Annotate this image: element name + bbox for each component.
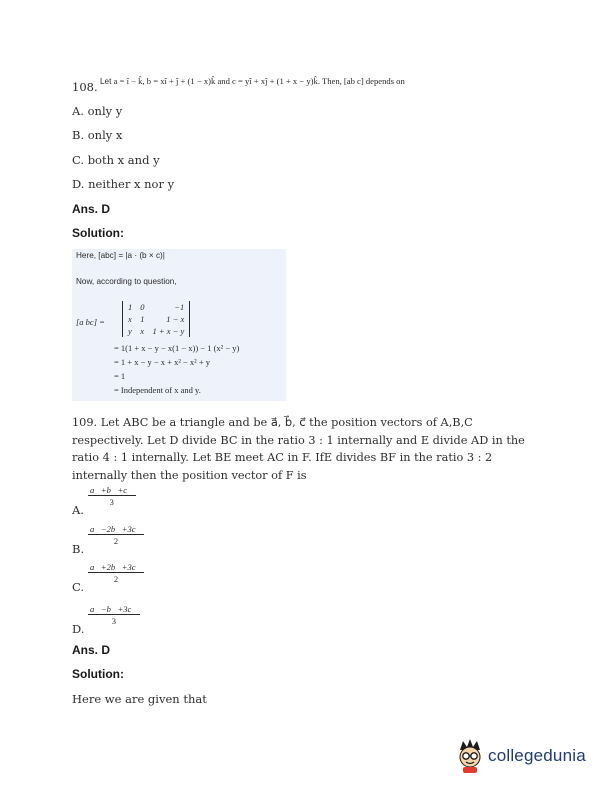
option-b-fraction bbox=[88, 524, 144, 546]
brand-name: collegedunia bbox=[488, 746, 586, 765]
solution-box-108 bbox=[72, 249, 286, 401]
option-a-fraction bbox=[88, 485, 136, 507]
matrix-cell: 1 bbox=[128, 302, 133, 312]
option-d-fraction bbox=[88, 604, 140, 626]
solution-line-1: Here, [abc] = |a · (b × c)| bbox=[76, 251, 165, 260]
question-108-number: 108. bbox=[72, 80, 98, 94]
solution-line-2: Now, according to question, bbox=[76, 277, 177, 286]
matrix-cell: 1 + x − y bbox=[152, 326, 185, 336]
question-108-stem-prefix: Let bbox=[100, 77, 112, 86]
matrix-cell: 0 bbox=[140, 302, 145, 312]
fraction-denominator: 2 bbox=[113, 536, 119, 546]
solution-step-2: = 1 + x − y − x + x² − x² + y bbox=[114, 357, 211, 367]
question-108-stem bbox=[100, 76, 540, 86]
determinant-lhs: [a bc] = bbox=[76, 317, 105, 327]
solution-step-4: = Independent of x and y. bbox=[114, 385, 201, 395]
matrix-cell: 1 bbox=[140, 314, 145, 324]
option-label: A. bbox=[72, 503, 84, 517]
answer-109: Ans. D bbox=[72, 643, 111, 657]
matrix-cell: x bbox=[128, 314, 132, 324]
determinant-matrix bbox=[122, 301, 190, 337]
fraction-numerator: a⃗+b⃗+c⃗ bbox=[90, 485, 134, 495]
matrix-cell: y bbox=[128, 326, 132, 336]
fraction-denominator: 3 bbox=[109, 497, 114, 507]
fraction-numerator: a⃗−b⃗+3c⃗ bbox=[90, 604, 138, 614]
option-label: C. bbox=[72, 580, 85, 594]
option-c-108: C. both x and y bbox=[72, 153, 160, 167]
brand-logo[interactable] bbox=[455, 738, 595, 774]
solution-label-108: Solution: bbox=[72, 226, 124, 240]
answer-108: Ans. D bbox=[72, 202, 111, 216]
solution-step-1: = 1(1 + x − y − x(1 − x)) − 1 (x² − y) bbox=[114, 343, 240, 353]
fraction-numerator: a⃗+2b⃗+3c⃗ bbox=[90, 562, 143, 572]
fraction-denominator: 3 bbox=[111, 616, 117, 626]
option-b-108: B. only x bbox=[72, 128, 123, 142]
fraction-denominator: 2 bbox=[113, 574, 119, 584]
fraction-numerator: a⃗−2b⃗+3c⃗ bbox=[90, 524, 143, 534]
solution-text-109: Here we are given that bbox=[72, 692, 207, 706]
option-a-108: A. only y bbox=[72, 104, 123, 118]
matrix-row bbox=[124, 301, 188, 313]
solution-step-3: = 1 bbox=[114, 371, 126, 381]
question-109-text: 109. Let ABC be a triangle and be a⃗, b⃗, c⃗ the position vectors of A,B,C respectively. Let D divide BC in the ratio 3 : 1 internally and E divide AD in the ratio 4 : 1 internally. Let BE meet AC in F. IfE divides BF in the ratio 3 : 2 internally then the position vector of F is bbox=[72, 416, 525, 482]
student-mascot-icon bbox=[455, 738, 485, 774]
matrix-row bbox=[124, 325, 188, 337]
option-label: B. bbox=[72, 542, 85, 556]
matrix-row bbox=[124, 313, 188, 325]
matrix-cell: 1 − x bbox=[166, 314, 185, 324]
solution-label-109: Solution: bbox=[72, 667, 124, 681]
option-label: D. bbox=[72, 622, 85, 636]
option-c-fraction bbox=[88, 562, 144, 584]
matrix-cell: x bbox=[140, 326, 145, 336]
matrix-cell: −1 bbox=[174, 302, 185, 312]
option-d-108: D. neither x nor y bbox=[72, 177, 175, 191]
question-108-stem-math: a = î − k̂, b = xî + ĵ + (1 − x)k̂ and c = yî + xĵ + (1 + x − y)k̂. Then, [ab c] depends on bbox=[113, 76, 405, 86]
